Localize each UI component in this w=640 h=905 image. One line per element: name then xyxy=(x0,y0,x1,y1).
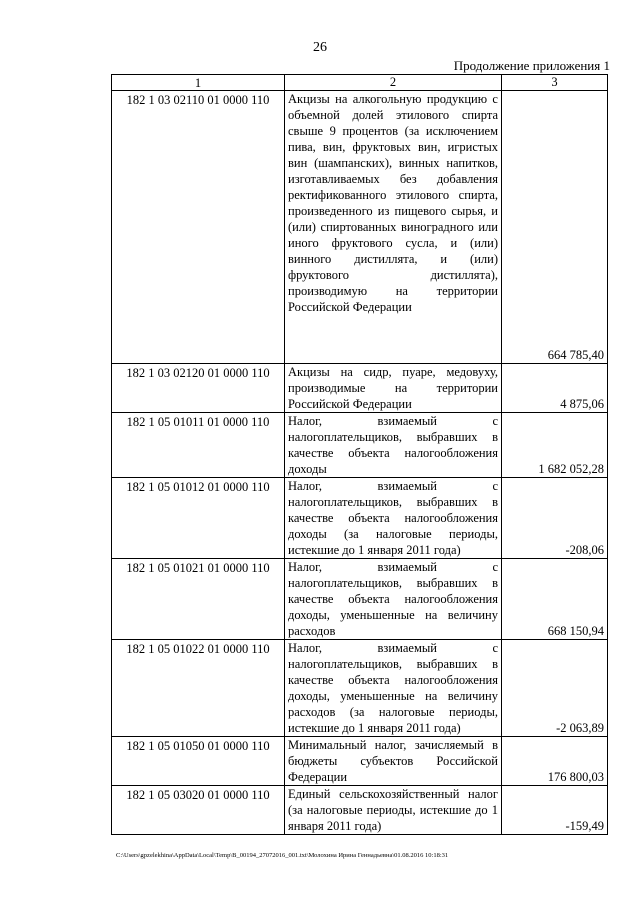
row-amount: 664 785,40 xyxy=(502,91,608,364)
row-code: 182 1 05 01022 01 0000 110 xyxy=(112,640,285,737)
table-row xyxy=(112,478,608,559)
row-amount: -2 063,89 xyxy=(502,640,608,737)
row-code: 182 1 05 01050 01 0000 110 xyxy=(112,737,285,786)
row-code: 182 1 05 01021 01 0000 110 xyxy=(112,559,285,640)
row-code: 182 1 05 01012 01 0000 110 xyxy=(112,478,285,559)
revenue-table xyxy=(111,74,608,835)
row-amount: -159,49 xyxy=(502,786,608,835)
row-code: 182 1 03 02110 01 0000 110 xyxy=(112,91,285,364)
table-header-row xyxy=(112,75,608,91)
header-col-2: 2 xyxy=(285,75,502,91)
table-row xyxy=(112,737,608,786)
table-row xyxy=(112,364,608,413)
row-description: Налог, взимаемый с налогоплательщиков, выбравших в качестве объекта налогообложения доходы (за налоговые периоды, истекшие до 1 января 2011 года) xyxy=(285,478,502,559)
row-code: 182 1 03 02120 01 0000 110 xyxy=(112,364,285,413)
row-code: 182 1 05 03020 01 0000 110 xyxy=(112,786,285,835)
file-path-footer: C:\Users\gpzelekhina\AppData\Local\Temp\B_00194_27072016_001.txt\Молохина Ирина Геннадьевна\01.08.2016 10:18:31 xyxy=(116,852,449,859)
row-code: 182 1 05 01011 01 0000 110 xyxy=(112,413,285,478)
table-row xyxy=(112,91,608,364)
table-row xyxy=(112,413,608,478)
row-description: Минимальный налог, зачисляемый в бюджеты субъектов Российской Федерации xyxy=(285,737,502,786)
table-row xyxy=(112,786,608,835)
header-col-1: 1 xyxy=(112,75,285,91)
row-description: Налог, взимаемый с налогоплательщиков, выбравших в качестве объекта налогообложения доходы, уменьшенные на величину расходов xyxy=(285,559,502,640)
continuation-label: Продолжение приложения 1 xyxy=(453,58,610,73)
row-description: Акцизы на сидр, пуаре, медовуху, производимые на территории Российской Федерации xyxy=(285,364,502,413)
row-amount: 668 150,94 xyxy=(502,559,608,640)
row-description: Акцизы на алкогольную продукцию с объемной долей этилового спирта свыше 9 процентов (за исключением пива, вин, фруктовых вин, игристых вин (шампанских), винных напитков, изготавливаемых без добавления ректификованного этилового спирта, произведенного из пищевого сырья, и (или) спиртованных виноградного или иного фруктового сусла, и (или) винного дистиллята, и (или) фруктового дистиллята), производимую на территории Российской Федерации xyxy=(285,91,502,364)
row-description: Налог, взимаемый с налогоплательщиков, выбравших в качестве объекта налогообложения доходы, уменьшенные на величину расходов (за налоговые периоды, истекшие до 1 января 2011 года) xyxy=(285,640,502,737)
table-row xyxy=(112,559,608,640)
table-row xyxy=(112,640,608,737)
row-amount: 176 800,03 xyxy=(502,737,608,786)
header-col-3: 3 xyxy=(502,75,608,91)
row-description: Единый сельскохозяйственный налог (за налоговые периоды, истекшие до 1 января 2011 года) xyxy=(285,786,502,835)
page-number: 26 xyxy=(313,40,327,55)
row-description: Налог, взимаемый с налогоплательщиков, выбравших в качестве объекта налогообложения доходы xyxy=(285,413,502,478)
row-amount: -208,06 xyxy=(502,478,608,559)
row-amount: 1 682 052,28 xyxy=(502,413,608,478)
row-amount: 4 875,06 xyxy=(502,364,608,413)
